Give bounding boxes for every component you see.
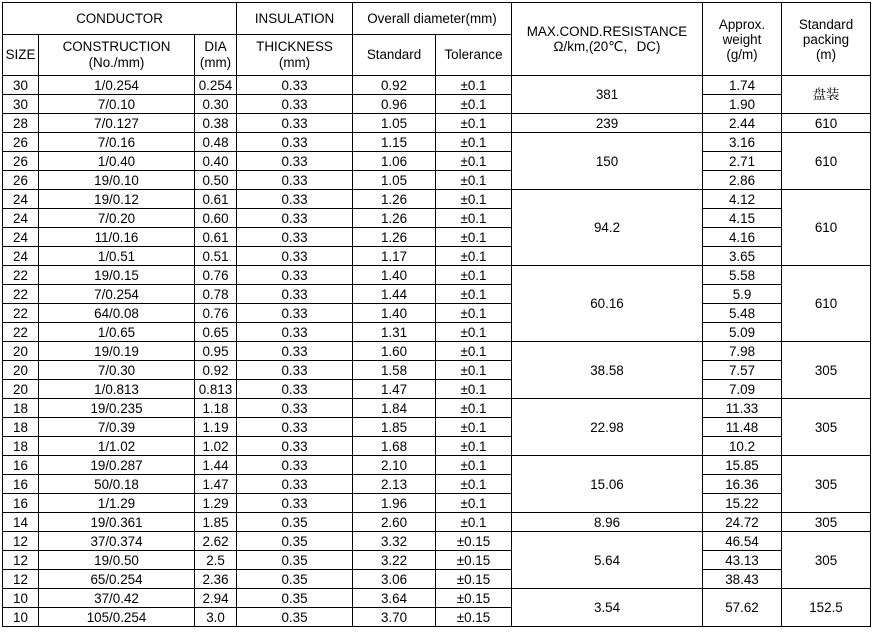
construction-cell: 1/0.51 (39, 247, 195, 266)
size-cell: 16 (3, 494, 39, 513)
construction-cell: 37/0.42 (39, 589, 195, 608)
tolerance-cell: ±0.15 (436, 589, 512, 608)
standard-cell: 1.26 (353, 209, 436, 228)
thickness-cell: 0.33 (237, 304, 353, 323)
resistance-cell: 5.64 (512, 532, 703, 589)
weight-cell: 7.09 (703, 380, 782, 399)
construction-cell: 7/0.20 (39, 209, 195, 228)
dia-cell: 0.61 (195, 190, 237, 209)
construction-cell: 19/0.15 (39, 266, 195, 285)
size-cell: 22 (3, 285, 39, 304)
table-row (3, 247, 871, 266)
dia-cell: 1.29 (195, 494, 237, 513)
standard-cell: 1.05 (353, 114, 436, 133)
thickness-cell: 0.33 (237, 114, 353, 133)
size-cell: 24 (3, 247, 39, 266)
weight-cell: 4.12 (703, 190, 782, 209)
weight-cell: 7.98 (703, 342, 782, 361)
standard-cell: 3.22 (353, 551, 436, 570)
thickness-cell: 0.33 (237, 266, 353, 285)
table-row (3, 171, 871, 190)
tolerance-cell: ±0.1 (436, 285, 512, 304)
insulation-header: INSULATION (237, 3, 353, 35)
tolerance-cell: ±0.1 (436, 513, 512, 532)
construction-cell: 7/0.30 (39, 361, 195, 380)
construction-cell: 1/1.29 (39, 494, 195, 513)
tolerance-cell: ±0.15 (436, 551, 512, 570)
dia-cell: 0.61 (195, 228, 237, 247)
standard-cell: 1.85 (353, 418, 436, 437)
standard-header: Standard (353, 35, 436, 76)
standard-cell: 3.32 (353, 532, 436, 551)
tolerance-cell: ±0.1 (436, 475, 512, 494)
resistance-cell: 38.58 (512, 342, 703, 399)
dia-cell: 0.92 (195, 361, 237, 380)
dia-cell: 0.38 (195, 114, 237, 133)
size-cell: 20 (3, 342, 39, 361)
packing-cell: 610 (782, 133, 871, 190)
dia-cell: 1.02 (195, 437, 237, 456)
standard-cell: 1.31 (353, 323, 436, 342)
construction-cell: 7/0.39 (39, 418, 195, 437)
dia-cell: 0.65 (195, 323, 237, 342)
size-cell: 16 (3, 475, 39, 494)
weight-cell: 16.36 (703, 475, 782, 494)
construction-cell: 1/0.813 (39, 380, 195, 399)
weight-cell: 2.71 (703, 152, 782, 171)
size-cell: 18 (3, 418, 39, 437)
weight-cell: 2.86 (703, 171, 782, 190)
weight-cell: 38.43 (703, 570, 782, 589)
thickness-cell: 0.33 (237, 247, 353, 266)
packing-cell: 305 (782, 456, 871, 513)
standard-cell: 1.58 (353, 361, 436, 380)
tolerance-cell: ±0.1 (436, 380, 512, 399)
size-cell: 10 (3, 608, 39, 627)
weight-cell: 43.13 (703, 551, 782, 570)
table-row (3, 76, 871, 95)
table-row (3, 323, 871, 342)
construction-cell: 19/0.10 (39, 171, 195, 190)
table-row (3, 399, 871, 418)
dia-cell: 0.50 (195, 171, 237, 190)
standard-cell: 2.13 (353, 475, 436, 494)
table-row (3, 380, 871, 399)
thickness-cell: 0.33 (237, 456, 353, 475)
construction-cell: 105/0.254 (39, 608, 195, 627)
thickness-cell: 0.35 (237, 589, 353, 608)
tolerance-cell: ±0.1 (436, 171, 512, 190)
table-row (3, 304, 871, 323)
tolerance-cell: ±0.1 (436, 209, 512, 228)
tolerance-cell: ±0.1 (436, 190, 512, 209)
standard-cell: 0.92 (353, 76, 436, 95)
construction-cell: 19/0.50 (39, 551, 195, 570)
tolerance-cell: ±0.1 (436, 266, 512, 285)
standard-cell: 1.60 (353, 342, 436, 361)
dia-cell: 3.0 (195, 608, 237, 627)
tolerance-cell: ±0.1 (436, 114, 512, 133)
weight-cell: 4.15 (703, 209, 782, 228)
table-row (3, 361, 871, 380)
construction-cell: 19/0.19 (39, 342, 195, 361)
weight-cell: 11.48 (703, 418, 782, 437)
weight-cell: 24.72 (703, 513, 782, 532)
table-row (3, 589, 871, 608)
dia-cell: 0.95 (195, 342, 237, 361)
weight-header: Approx. weight (g/m) (703, 3, 782, 76)
construction-cell: 19/0.287 (39, 456, 195, 475)
construction-cell: 7/0.254 (39, 285, 195, 304)
weight-cell: 11.33 (703, 399, 782, 418)
weight-cell: 5.58 (703, 266, 782, 285)
size-cell: 24 (3, 209, 39, 228)
dia-cell: 0.76 (195, 304, 237, 323)
thickness-cell: 0.33 (237, 152, 353, 171)
standard-cell: 1.26 (353, 190, 436, 209)
tolerance-cell: ±0.1 (436, 228, 512, 247)
tolerance-cell: ±0.1 (436, 247, 512, 266)
weight-cell: 1.90 (703, 95, 782, 114)
table-body (3, 76, 871, 627)
thickness-cell: 0.33 (237, 133, 353, 152)
standard-cell: 1.96 (353, 494, 436, 513)
table-row (3, 133, 871, 152)
size-cell: 26 (3, 133, 39, 152)
weight-cell: 10.2 (703, 437, 782, 456)
size-cell: 16 (3, 456, 39, 475)
packing-cell: 305 (782, 399, 871, 456)
tolerance-cell: ±0.1 (436, 399, 512, 418)
dia-cell: 0.254 (195, 76, 237, 95)
size-cell: 30 (3, 76, 39, 95)
resistance-header: MAX.COND.RESISTANCE Ω/km,(20℃，DC) (512, 3, 703, 76)
table-row (3, 228, 871, 247)
construction-cell: 1/0.40 (39, 152, 195, 171)
weight-cell: 2.44 (703, 114, 782, 133)
size-cell: 22 (3, 266, 39, 285)
thickness-cell: 0.33 (237, 361, 353, 380)
construction-cell: 1/0.254 (39, 76, 195, 95)
dia-cell: 0.78 (195, 285, 237, 304)
dia-cell: 2.94 (195, 589, 237, 608)
construction-header: CONSTRUCTION (No./mm) (39, 35, 195, 76)
resistance-cell: 22.98 (512, 399, 703, 456)
dia-cell: 2.36 (195, 570, 237, 589)
resistance-cell: 3.54 (512, 589, 703, 627)
standard-cell: 1.05 (353, 171, 436, 190)
construction-cell: 7/0.16 (39, 133, 195, 152)
standard-cell: 3.70 (353, 608, 436, 627)
thickness-cell: 0.33 (237, 437, 353, 456)
standard-cell: 0.96 (353, 95, 436, 114)
resistance-cell: 60.16 (512, 266, 703, 342)
standard-cell: 1.17 (353, 247, 436, 266)
dia-cell: 0.813 (195, 380, 237, 399)
standard-cell: 1.44 (353, 285, 436, 304)
packing-cell: 305 (782, 513, 871, 532)
tolerance-header: Tolerance (436, 35, 512, 76)
table-row (3, 152, 871, 171)
construction-cell: 19/0.361 (39, 513, 195, 532)
table-row (3, 266, 871, 285)
thickness-cell: 0.33 (237, 475, 353, 494)
construction-cell: 7/0.127 (39, 114, 195, 133)
size-cell: 20 (3, 380, 39, 399)
standard-cell: 1.06 (353, 152, 436, 171)
size-cell: 26 (3, 152, 39, 171)
construction-cell: 7/0.10 (39, 95, 195, 114)
standard-cell: 2.10 (353, 456, 436, 475)
thickness-header: THICKNESS (mm) (237, 35, 353, 76)
table-row (3, 551, 871, 570)
dia-cell: 2.62 (195, 532, 237, 551)
weight-cell: 15.85 (703, 456, 782, 475)
tolerance-cell: ±0.1 (436, 323, 512, 342)
thickness-cell: 0.33 (237, 190, 353, 209)
construction-cell: 65/0.254 (39, 570, 195, 589)
tolerance-cell: ±0.1 (436, 152, 512, 171)
size-cell: 12 (3, 551, 39, 570)
size-cell: 14 (3, 513, 39, 532)
tolerance-cell: ±0.1 (436, 95, 512, 114)
thickness-cell: 0.33 (237, 399, 353, 418)
table-row (3, 494, 871, 513)
table-row (3, 456, 871, 475)
thickness-cell: 0.33 (237, 228, 353, 247)
weight-cell: 57.62 (703, 589, 782, 627)
standard-cell: 1.47 (353, 380, 436, 399)
size-cell: 20 (3, 361, 39, 380)
packing-header: Standard packing (m) (782, 3, 871, 76)
construction-cell: 37/0.374 (39, 532, 195, 551)
tolerance-cell: ±0.1 (436, 76, 512, 95)
weight-cell: 15.22 (703, 494, 782, 513)
size-cell: 12 (3, 532, 39, 551)
dia-cell: 1.18 (195, 399, 237, 418)
resistance-cell: 15.06 (512, 456, 703, 513)
size-cell: 24 (3, 228, 39, 247)
thickness-cell: 0.33 (237, 418, 353, 437)
tolerance-cell: ±0.1 (436, 304, 512, 323)
table-row (3, 209, 871, 228)
standard-cell: 1.15 (353, 133, 436, 152)
standard-cell: 1.26 (353, 228, 436, 247)
size-header: SIZE (3, 35, 39, 76)
table-row (3, 475, 871, 494)
thickness-cell: 0.33 (237, 209, 353, 228)
tolerance-cell: ±0.1 (436, 361, 512, 380)
standard-cell: 3.06 (353, 570, 436, 589)
tolerance-cell: ±0.1 (436, 342, 512, 361)
packing-cell: 盘装 (782, 76, 871, 114)
thickness-cell: 0.35 (237, 532, 353, 551)
table-row (3, 342, 871, 361)
dia-cell: 0.30 (195, 95, 237, 114)
dia-cell: 0.40 (195, 152, 237, 171)
size-cell: 28 (3, 114, 39, 133)
table-row (3, 513, 871, 532)
construction-cell: 19/0.12 (39, 190, 195, 209)
thickness-cell: 0.33 (237, 95, 353, 114)
size-cell: 26 (3, 171, 39, 190)
size-cell: 24 (3, 190, 39, 209)
standard-cell: 2.60 (353, 513, 436, 532)
resistance-cell: 150 (512, 133, 703, 190)
thickness-cell: 0.33 (237, 323, 353, 342)
resistance-cell: 94.2 (512, 190, 703, 266)
size-cell: 22 (3, 323, 39, 342)
standard-cell: 1.40 (353, 304, 436, 323)
size-cell: 12 (3, 570, 39, 589)
resistance-cell: 381 (512, 76, 703, 114)
construction-cell: 1/1.02 (39, 437, 195, 456)
table-row (3, 532, 871, 551)
tolerance-cell: ±0.1 (436, 133, 512, 152)
thickness-cell: 0.35 (237, 551, 353, 570)
dia-cell: 0.76 (195, 266, 237, 285)
packing-cell: 610 (782, 190, 871, 266)
weight-cell: 7.57 (703, 361, 782, 380)
dia-cell: 0.60 (195, 209, 237, 228)
dia-cell: 1.85 (195, 513, 237, 532)
overall-diameter-header: Overall diameter(mm) (353, 3, 512, 35)
resistance-cell: 8.96 (512, 513, 703, 532)
dia-header: DIA (mm) (195, 35, 237, 76)
packing-cell: 305 (782, 342, 871, 399)
weight-cell: 46.54 (703, 532, 782, 551)
standard-cell: 1.84 (353, 399, 436, 418)
packing-cell: 610 (782, 266, 871, 342)
table-row (3, 114, 871, 133)
table-row (3, 190, 871, 209)
standard-cell: 1.68 (353, 437, 436, 456)
thickness-cell: 0.33 (237, 285, 353, 304)
table-row (3, 570, 871, 589)
tolerance-cell: ±0.1 (436, 437, 512, 456)
thickness-cell: 0.33 (237, 76, 353, 95)
thickness-cell: 0.35 (237, 513, 353, 532)
thickness-cell: 0.33 (237, 171, 353, 190)
construction-cell: 64/0.08 (39, 304, 195, 323)
tolerance-cell: ±0.1 (436, 494, 512, 513)
size-cell: 18 (3, 399, 39, 418)
dia-cell: 1.44 (195, 456, 237, 475)
tolerance-cell: ±0.15 (436, 570, 512, 589)
cable-spec-table (2, 2, 871, 627)
tolerance-cell: ±0.15 (436, 608, 512, 627)
dia-cell: 0.48 (195, 133, 237, 152)
table-row (3, 418, 871, 437)
size-cell: 22 (3, 304, 39, 323)
weight-cell: 5.09 (703, 323, 782, 342)
packing-cell: 610 (782, 114, 871, 133)
thickness-cell: 0.35 (237, 570, 353, 589)
resistance-cell: 239 (512, 114, 703, 133)
table-row (3, 285, 871, 304)
size-cell: 30 (3, 95, 39, 114)
size-cell: 18 (3, 437, 39, 456)
weight-cell: 1.74 (703, 76, 782, 95)
weight-cell: 3.16 (703, 133, 782, 152)
construction-cell: 1/0.65 (39, 323, 195, 342)
tolerance-cell: ±0.15 (436, 532, 512, 551)
weight-cell: 4.16 (703, 228, 782, 247)
dia-cell: 0.51 (195, 247, 237, 266)
construction-cell: 19/0.235 (39, 399, 195, 418)
construction-cell: 11/0.16 (39, 228, 195, 247)
thickness-cell: 0.33 (237, 342, 353, 361)
thickness-cell: 0.33 (237, 494, 353, 513)
tolerance-cell: ±0.1 (436, 456, 512, 475)
dia-cell: 1.19 (195, 418, 237, 437)
tolerance-cell: ±0.1 (436, 418, 512, 437)
conductor-header: CONDUCTOR (3, 3, 237, 35)
packing-cell: 305 (782, 532, 871, 589)
thickness-cell: 0.35 (237, 608, 353, 627)
standard-cell: 1.40 (353, 266, 436, 285)
construction-cell: 50/0.18 (39, 475, 195, 494)
weight-cell: 3.65 (703, 247, 782, 266)
table-row (3, 95, 871, 114)
weight-cell: 5.9 (703, 285, 782, 304)
thickness-cell: 0.33 (237, 380, 353, 399)
weight-cell: 5.48 (703, 304, 782, 323)
dia-cell: 2.5 (195, 551, 237, 570)
packing-cell: 152.5 (782, 589, 871, 627)
table-row (3, 437, 871, 456)
size-cell: 10 (3, 589, 39, 608)
dia-cell: 1.47 (195, 475, 237, 494)
standard-cell: 3.64 (353, 589, 436, 608)
